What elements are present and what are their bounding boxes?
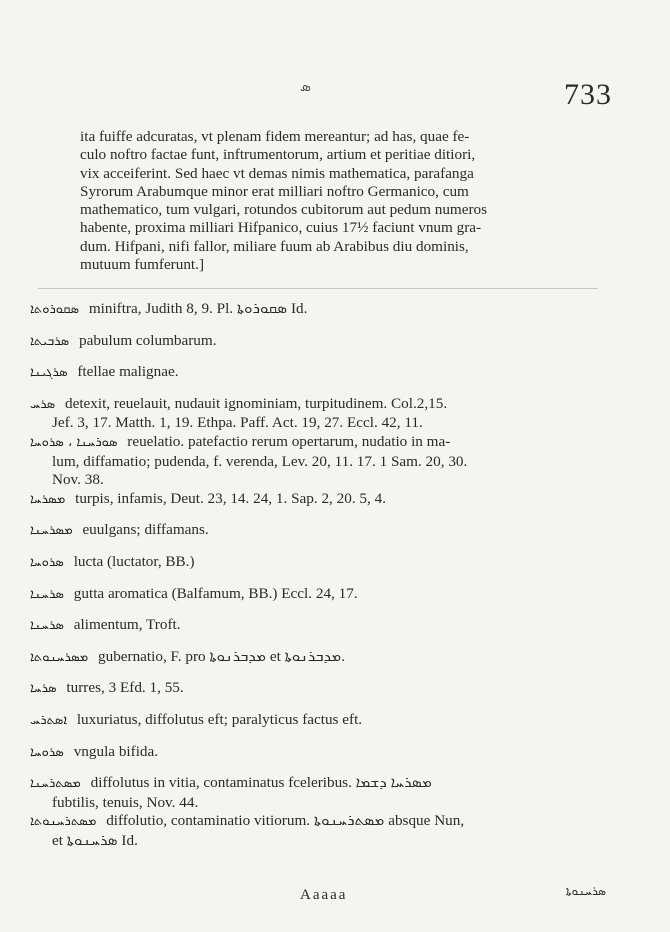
syriac-headword: ܣܪܚܐ	[30, 681, 57, 697]
entry-gloss: gutta aromatica (Balfamum, BB.) Eccl. 24, 17.	[73, 584, 358, 602]
separator-rule	[38, 288, 598, 289]
dictionary-entry	[30, 812, 628, 850]
syriac-headword: ܣܪܚܢܐ	[30, 586, 64, 602]
intro-line: mathematico, tum vulgari, rotundos cubitorum aut pedum numeros	[80, 201, 488, 219]
entry-gloss: diffolutio, contaminatio vitiorum. ܡܣܬܪܚܢܘܬܐ absque Nun,	[106, 812, 465, 830]
syriac-headword: ܡܣܪܚܢܐ	[30, 523, 73, 539]
entry-gloss: turres, 3 Efd. 1, 55.	[66, 679, 184, 697]
dictionary-entry	[30, 774, 628, 812]
signature-mark: Aaaaa	[300, 887, 348, 903]
entry-gloss: miniftra, Judith 8, 9. Pl. ܣܩܘܪܘܬܐ Id.	[88, 300, 308, 317]
entry-gloss: vngula bifida.	[73, 742, 159, 760]
header-ornament: ܣ	[300, 80, 312, 95]
intro-line: culo noftro factae funt, inftrumentorum, artium et peritiae ditiori,	[80, 146, 476, 164]
dictionary-entry	[30, 679, 628, 699]
entry-gloss: detexit, reuelauit, nudauit ignominiam, turpitudinem. Col.2,15.	[64, 394, 448, 412]
dictionary-entries	[30, 300, 628, 850]
syriac-headword: ܣܪܘܚܐ	[30, 744, 64, 760]
dictionary-entry	[30, 395, 628, 433]
intro-line: habente, proxima milliari Hifpanico, cuius 17½ faciunt vnum gra-	[80, 219, 482, 237]
dictionary-entry	[30, 363, 628, 383]
syriac-headword: ܣܪܚܢܐ	[30, 618, 64, 634]
intro-line: Syrorum Arabumque minor erat milliari noftro Germanico, cum	[80, 182, 469, 200]
dictionary-entry	[30, 521, 628, 541]
dictionary-entry	[30, 300, 628, 320]
dictionary-entry	[30, 433, 628, 490]
syriac-headword: ܣܘܪܚܢܐ ، ܣܪܘܚܐ	[30, 434, 118, 450]
syriac-headword: ܣܪܒܝܬܐ	[30, 333, 70, 349]
page-number: 733	[564, 78, 612, 111]
dictionary-entry	[30, 490, 628, 510]
intro-line: mutuum fumferunt.]	[80, 256, 205, 274]
syriac-headword: ܣܪܘܚܐ	[30, 554, 64, 570]
entry-gloss: euulgans; diffamans.	[82, 521, 209, 539]
syriac-headword: ܐܣܬܪܚ	[30, 712, 68, 728]
entry-gloss: reuelatio. patefactio rerum opertarum, nudatio in ma-	[127, 432, 451, 450]
entry-gloss: ftellae malignae.	[77, 363, 179, 381]
dictionary-entry	[30, 585, 628, 605]
intro-line: ita fuiffe adcuratas, vt plenam fidem mereantur; ad has, quae fe-	[80, 128, 470, 145]
dictionary-entry	[30, 648, 628, 668]
entry-gloss: turpis, infamis, Deut. 23, 14. 24, 1. Sap. 2, 20. 5, 4.	[75, 489, 386, 507]
dictionary-entry	[30, 743, 628, 763]
syriac-headword: ܡܣܪܚܐ	[30, 491, 66, 507]
entry-gloss: gubernatio, F. pro ܡܕܒܪܢܘܬܐ et ܡܕܒܪܢܘܬܐ.	[98, 647, 346, 665]
dictionary-entry	[30, 332, 628, 352]
syriac-headword: ܡܣܬܪܚܢܐ	[30, 776, 81, 792]
syriac-headword: ܡܣܬܪܚܢܘܬܐ	[30, 814, 97, 830]
dictionary-entry	[30, 711, 628, 731]
catchword: ܣܪܚܢܘܬܐ	[565, 884, 606, 898]
entry-continuation: fubtilis, tenuis, Nov. 44.	[52, 793, 199, 811]
syriac-headword: ܣܪܓܝܢܐ	[30, 365, 68, 381]
intro-paragraph	[80, 128, 618, 274]
entry-gloss: diffolutus in vitia, contaminatus fceleribus. ܡܣܪܚܐ ܕܫܡܐ	[90, 774, 432, 792]
entry-gloss: pabulum columbarum.	[78, 331, 217, 349]
syriac-headword: ܣܩܘܪܘܬܐ	[30, 302, 80, 317]
intro-line: vix acceiferint. Sed haec vt demas nimis mathematica, parafanga	[80, 164, 474, 182]
dictionary-entry	[30, 553, 628, 573]
dictionary-entry	[30, 616, 628, 636]
entry-continuation: Jef. 3, 17. Matth. 1, 19. Ethpa. Paff. Act. 19, 27. Eccl. 42, 11.	[52, 414, 423, 432]
intro-line: dum. Hifpani, nifi fallor, miliare fuum ab Arabibus diu dominis,	[80, 237, 469, 255]
entry-gloss: luxuriatus, diffolutus eft; paralyticus factus eft.	[76, 710, 363, 728]
entry-continuation: et ܣܪܚܢܘܬܐ Id.	[52, 831, 138, 849]
entry-continuation: lum, diffamatio; pudenda, f. verenda, Lev. 20, 11. 17. 1 Sam. 20, 30.	[52, 452, 468, 470]
syriac-headword: ܣܪܚ	[30, 396, 56, 412]
entry-continuation: Nov. 38.	[52, 471, 104, 489]
syriac-headword: ܡܣܪܚܢܘܬܐ	[30, 649, 89, 665]
entry-gloss: lucta (luctator, BB.)	[73, 552, 195, 570]
entry-gloss: alimentum, Troft.	[73, 616, 181, 634]
